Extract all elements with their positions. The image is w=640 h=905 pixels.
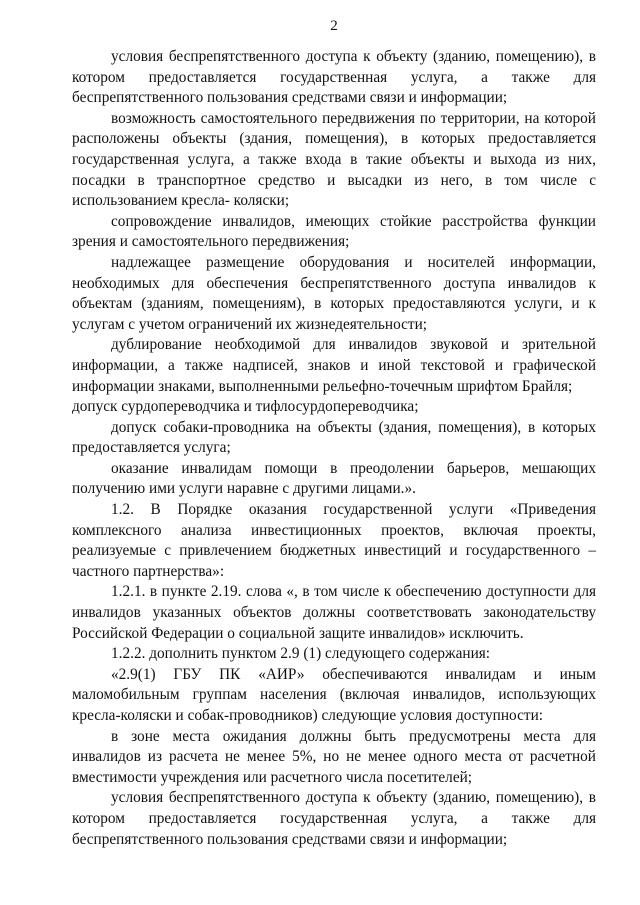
paragraph: 1.2. В Порядке оказания государственной услуги «Приведения комплексного анализа инвестиционных проектов, включая проекты, реализуемые с привлечением бюджетных инвестиций и государственного – частного партнерства»: — [72, 501, 596, 580]
paragraph: допуск сурдопереводчика и тифлосурдопереводчика; — [72, 398, 419, 416]
paragraph: 1.2.1. в пункте 2.19. слова «, в том числе к обеспечению доступности для инвалидов указанных объектов должны соответствовать законодательству Российской Федерации о социальной защите инвалидов» исключить. — [72, 583, 596, 642]
paragraph: надлежащее размещение оборудования и носителей информации, необходимых для обеспечения беспрепятственного доступа инвалидов к объектам (зданиям, помещениям), в которых предоставляются услуги, и к услугам с учетом ограничений их жизнедеятельности; — [72, 253, 596, 333]
paragraph: возможность самостоятельного передвижения по территории, на которой расположены объекты (здания, помещения), в которых предоставляется государственная услуга, а также входа в такие объекты и выхода из них, посадки в транспортное средство и высадки из него, в том числе с использованием кресла- коляски; — [72, 109, 596, 210]
paragraph: условия беспрепятственного доступа к объекту (зданию, помещению), в котором предоставляется государственная услуга, а также для беспрепятственного пользования средствами связи и информации; — [72, 48, 596, 107]
document-body — [72, 47, 596, 850]
page-number: 2 — [330, 18, 338, 34]
paragraph: оказание инвалидам помощи в преодолении барьеров, мешающих получению ими услуги наравне с другими лицами.». — [72, 459, 596, 498]
paragraph: условия беспрепятственного доступа к объекту (зданию, помещению), в котором предоставляется государственная услуга, а также для беспрепятственного пользования средствами связи и информации; — [72, 789, 596, 848]
document-page — [72, 0, 596, 905]
paragraph: дублирование необходимой для инвалидов звуковой и зрительной информации, а также надписей, знаков и иной текстовой и графической информации знаками, выполненными рельефно-точечным шрифтом Брайля; — [72, 336, 596, 395]
paragraph: «2.9(1) ГБУ ПК «АИР» обеспечиваются инвалидам и иным маломобильным группам населения (включая инвалидов, использующих кресла-коляски и собак-проводников) следующие условия доступности: — [72, 665, 596, 724]
paragraph: в зоне места ожидания должны быть предусмотрены места для инвалидов из расчета не менее 5%, но не менее одного места от расчетной вместимости учреждения или расчетного числа посетителей; — [72, 727, 596, 786]
paragraph: 1.2.2. дополнить пунктом 2.9 (1) следующего содержания: — [111, 645, 491, 663]
paragraph: сопровождение инвалидов, имеющих стойкие расстройства функции зрения и самостоятельного передвижения; — [72, 212, 596, 251]
paragraph: допуск собаки-проводника на объекты (здания, помещения), в которых предоставляется услуга; — [72, 418, 596, 457]
